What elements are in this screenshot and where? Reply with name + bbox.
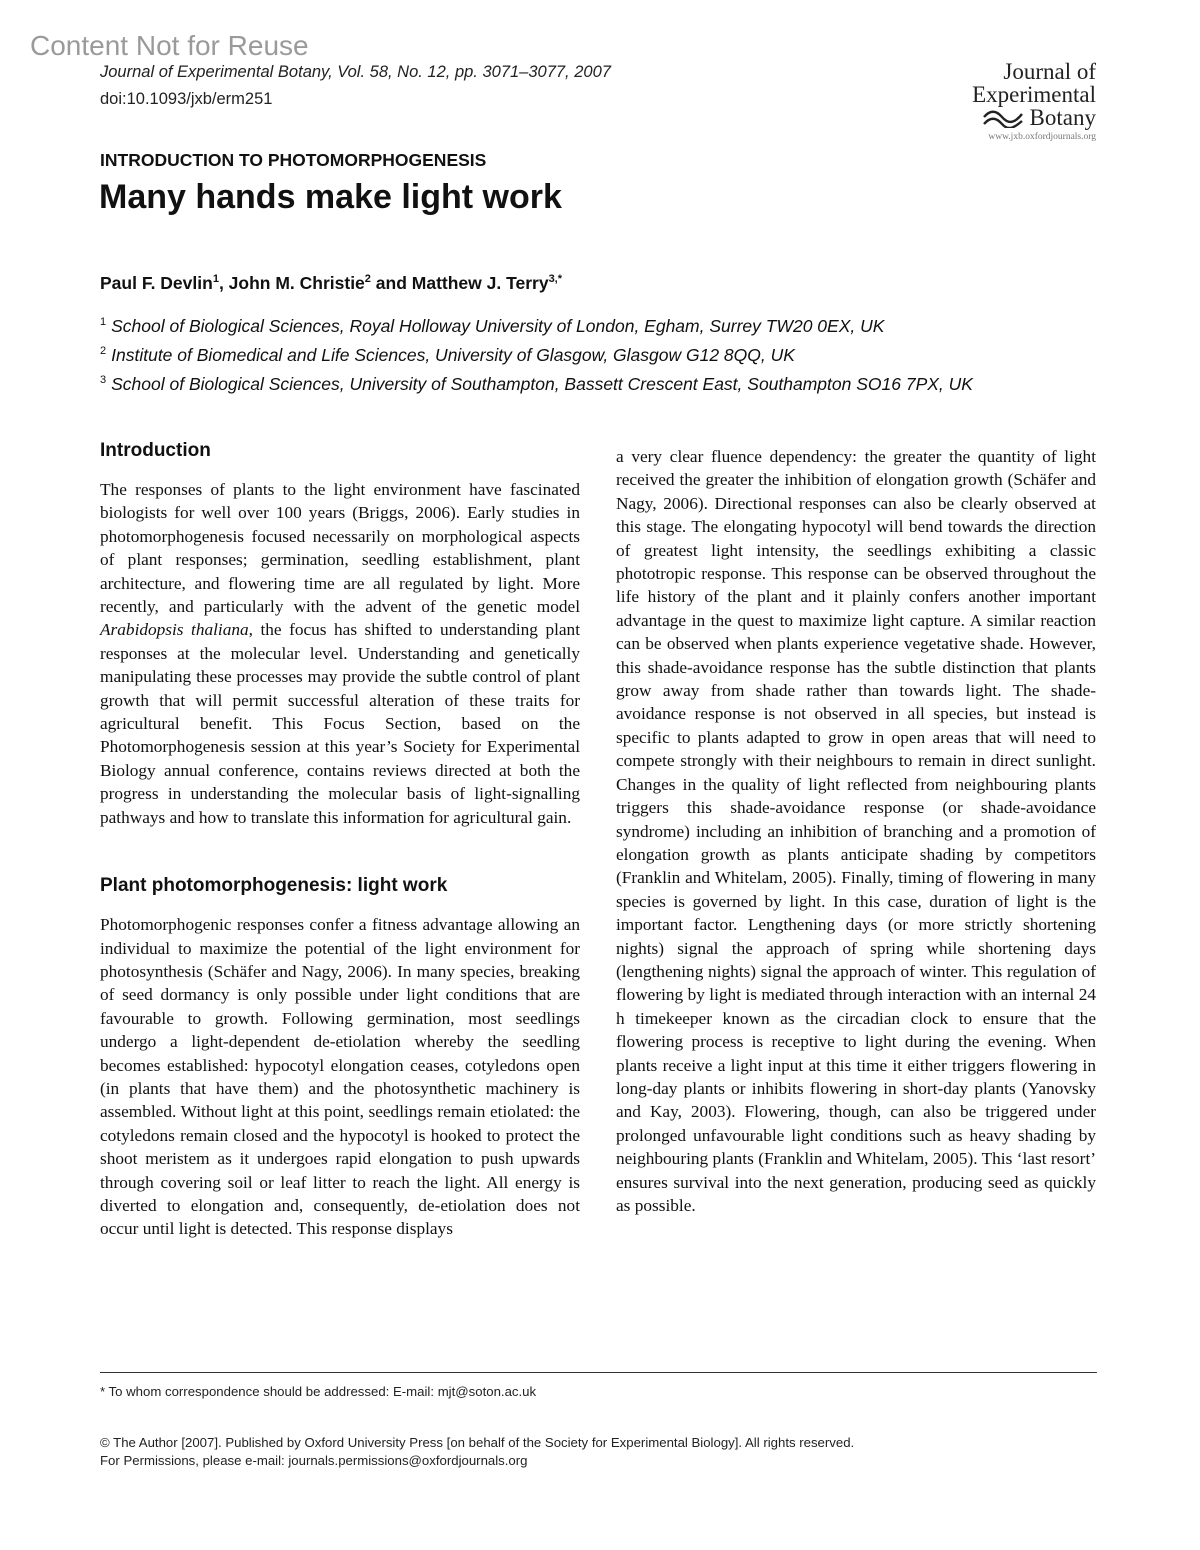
wave-logo-icon	[982, 108, 1024, 128]
right-column-paragraph: a very clear fluence dependency: the greater the quantity of light received the greater the inhibition of elongation growth (Schäfer and Nagy, 2006). Directional responses can also be clearly observed at this stage. The elongating hypocotyl will bend towards the direction of greatest light intensity, the seedlings exhibiting a classic phototropic response. This response can be observed throughout the life history of the plant and it plainly confers another important advantage in the quest to maximize light capture. A similar reaction can be observed when plants experience vegetative shade. However, this shade-avoidance response has the subtle distinction that plants grow away from shade rather than towards light. The shade-avoidance response is not observed in all species, but instead is specific to plants adapted to grow in open areas that will need to compete strongly with their neighbours to remain in direct sunlight. Changes in the quality of light reflected from neighbouring plants triggers this shade-avoidance response (or shade-avoidance syndrome) including an inhibition of branching and a promotion of elongation growth as plants anticipate shading by competitors (Franklin and Whitelam, 2005). Finally, timing of flowering in many species is governed by light. In this case, duration of light is the important factor. Lengthening days (or more strictly shortening nights) signal the approach of spring while shortening days (lengthening nights) signal the approach of winter. This regulation of flowering by light is mediated through interaction with an internal 24 h timekeeper known as the circadian clock to ensure that the flowering process is receptive to light during the evening. When plants receive a light input at this time it either triggers flowering in long-day plants or inhibits flowering in short-day plants (Yanovsky and Kay, 2003). Flowering, though, can also be triggered under prolonged unfavourable light conditions such as heavy shading by neighbouring plants (Franklin and Whitelam, 2005). This ‘last resort’ ensures survival into the next generation, producing seed as quickly as possible.	[616, 447, 1096, 1215]
section-label: INTRODUCTION TO PHOTOMORPHOGENESIS	[100, 150, 487, 170]
intro-heading: Introduction	[100, 440, 211, 461]
doi-text: doi:10.1093/jxb/erm251	[100, 90, 273, 108]
article-title: Many hands make light work	[99, 178, 562, 216]
affiliation-list	[100, 308, 973, 395]
journal-logo	[916, 60, 1096, 142]
author-separator: and	[370, 273, 412, 293]
left-column	[100, 440, 580, 1241]
intro-text-b: , the focus has shifted to understanding plant responses at the molecular level. Understanding and genetically manipulating these processes may provide the subtle control of plant growth that will permit successful alteration of these traits for agricultural benefit. This Focus Section, based on the Photomorphogenesis session at this year’s Society for Experimental Biology annual conference, contains reviews directed at both the progress in understanding the molecular basis of light-signalling pathways and how to translate this information for agricultural gain.	[100, 620, 580, 827]
intro-text-a: The responses of plants to the light environment have fascinated biologists for well over 100 years (Briggs, 2006). Early studies in photomorphogenesis focused necessarily on morphological aspects of plant responses; germination, seedling establishment, plant architecture, and flowering time are all regulated by light. More recently, and particularly with the advent of the genetic model	[100, 480, 580, 617]
section2-paragraph: Photomorphogenic responses confer a fitness advantage allowing an individual to maximize the potential of the light environment for photosynthesis (Schäfer and Nagy, 2006). In many species, breaking of seed dormancy is only possible under light conditions that are favourable to growth. Following germination, most seedlings undergo a light-dependent de-etiolation whereby the seedling becomes established: hypocotyl elongation ceases, cotyledons open (in plants that have them) and the photosynthetic machinery is assembled. Without light at this point, seedlings remain etiolated: the cotyledons remain closed and the hypocotyl is hooked to protect the shoot meristem as it undergoes rapid elongation to push upwards through covering soil or leaf litter to reach the light. All energy is diverted to elongation and, consequently, de-etiolation does not occur until light is detected. This response displays	[100, 915, 580, 1239]
affiliation-item	[100, 366, 973, 395]
correspondence-footnote: * To whom correspondence should be addressed: E-mail: mjt@soton.ac.uk	[100, 1384, 537, 1399]
section-spacer	[100, 829, 580, 875]
watermark-text: Content Not for Reuse	[30, 30, 309, 61]
affiliation-text: School of Biological Sciences, University of Southampton, Bassett Crescent East, Southampton SO16 7PX, UK	[111, 373, 973, 394]
logo-line-3: Botany	[1029, 105, 1096, 130]
author-affil-sup: 2	[364, 273, 371, 286]
affiliation-number: 3	[100, 374, 107, 386]
author-name: Matthew J. Terry	[411, 273, 549, 293]
copyright-block	[100, 1434, 854, 1470]
author-separator: ,	[218, 273, 229, 293]
affiliation-item	[100, 308, 973, 337]
author-name: John M. Christie	[228, 273, 365, 293]
logo-url: www.jxb.oxfordjournals.org	[988, 132, 1096, 142]
affiliation-number: 1	[100, 316, 107, 328]
section2-heading: Plant photomorphogenesis: light work	[100, 875, 448, 897]
copyright-line: © The Author [2007]. Published by Oxford University Press [on behalf of the Society for Experimental Biology]. All rights reserved.	[100, 1435, 855, 1450]
author-affil-sup: 1	[212, 273, 219, 286]
author-name: Paul F. Devlin	[100, 273, 213, 293]
journal-citation: Journal of Experimental Botany, Vol. 58, No. 12, pp. 3071–3077, 2007	[100, 63, 611, 81]
logo-botany-row	[916, 106, 1096, 129]
right-column	[616, 445, 1096, 1217]
affiliation-text: Institute of Biomedical and Life Sciences, University of Glasgow, Glasgow G12 8QQ, UK	[111, 344, 795, 365]
permissions-line: For Permissions, please e-mail: journals.permissions@oxfordjournals.org	[100, 1453, 528, 1468]
species-name: Arabidopsis thaliana	[100, 620, 249, 640]
author-list	[100, 273, 562, 294]
logo-line-1: Journal of	[1003, 59, 1096, 84]
intro-paragraph	[100, 478, 580, 829]
logo-line-2: Experimental	[972, 82, 1096, 107]
footer-rule	[100, 1372, 1097, 1373]
affiliation-text: School of Biological Sciences, Royal Holloway University of London, Egham, Surrey TW20 0EX, UK	[111, 315, 885, 336]
affiliation-number: 2	[100, 345, 107, 357]
affiliation-item	[100, 337, 973, 366]
author-affil-sup: 3,*	[548, 273, 563, 286]
